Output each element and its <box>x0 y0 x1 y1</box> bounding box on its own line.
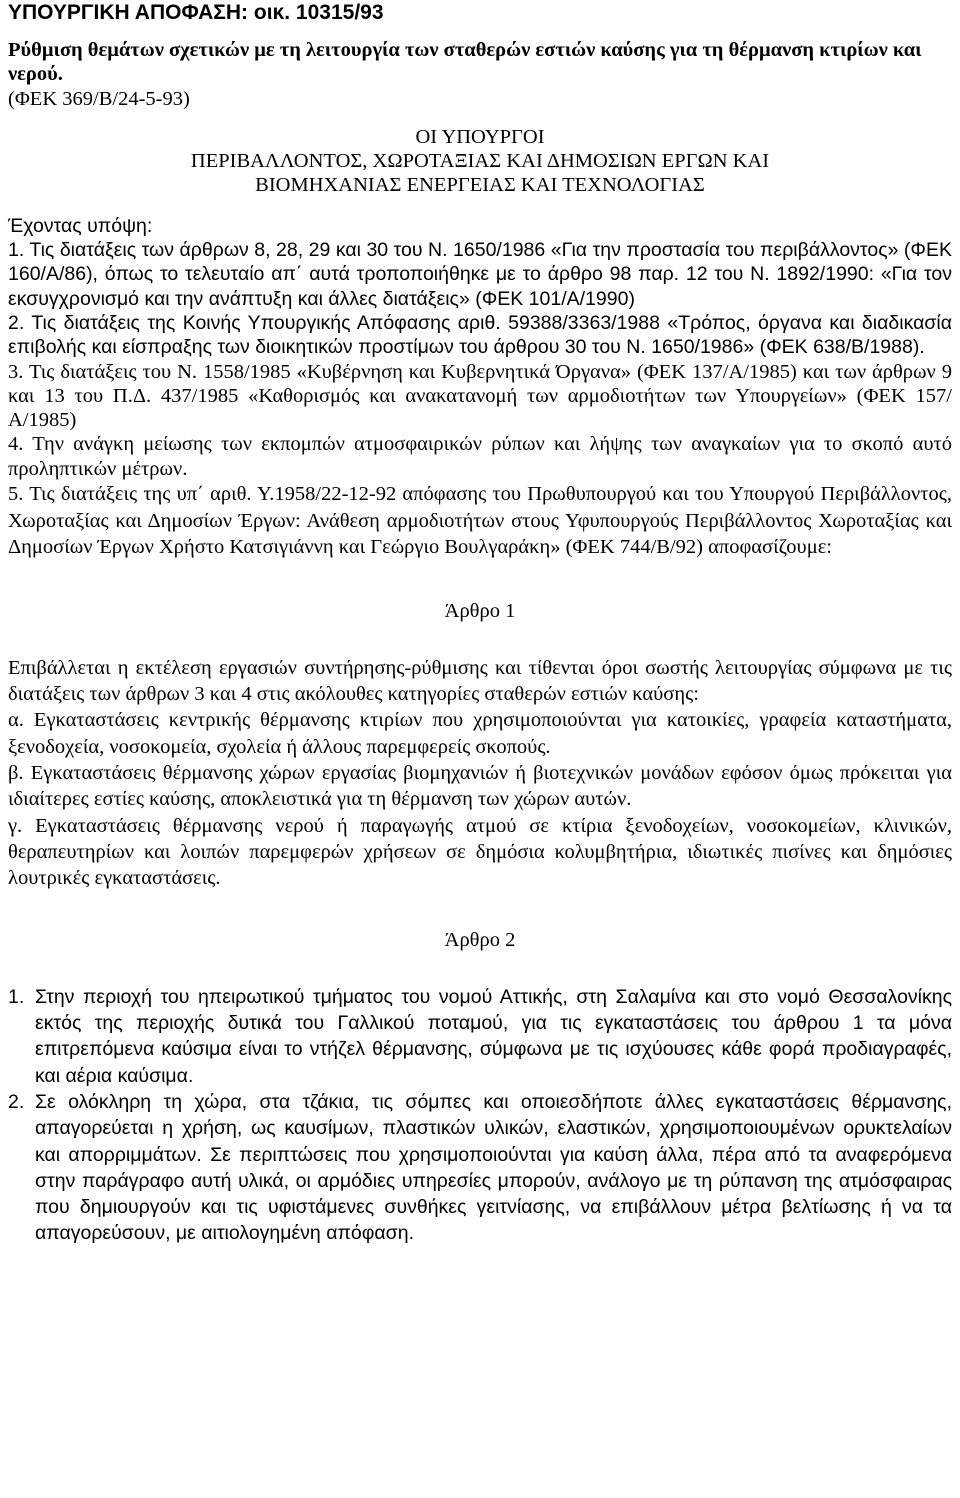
ministers-line-2: ΠΕΡΙΒΑΛΛΟΝΤΟΣ, ΧΩΡΟΤΑΞΙΑΣ ΚΑΙ ΔΗΜΟΣΙΩΝ ΕΡΓΩΝ ΚΑΙ <box>190 150 770 173</box>
ministers-line-3: ΒΙΟΜΗΧΑΝΙΑΣ ΕΝΕΡΓΕΙΑΣ ΚΑΙ ΤΕΧΝΟΛΟΓΙΑΣ <box>255 174 705 197</box>
considering-item-4: 4. Την ανάγκη μείωσης των εκπομπών ατμοσφαιρικών ρύπων και λήψης των αναγκαίων για το σκοπό αυτό προληπτικών μέτρων. <box>8 433 952 480</box>
article-1-item-c: γ. Εγκαταστάσεις θέρμανσης νερού ή παραγωγής ατμού σε κτίρια ξενοδοχείων, νοσοκομείων, κλινικών, θεραπευτηρίων και λοιπών παρεμφερών χρήσεων σε δημόσια κολυμβητήρια, ιδιωτικές πισίνες και δημόσιες λουτρικές εγκαταστάσεις. <box>8 814 952 890</box>
considering-item-5: 5. Τις διατάξεις της υπ΄ αριθ. Υ.1958/22-12-92 απόφασης του Πρωθυπουργού και του Υπουργού Περιβάλλοντος, Χωροταξίας και Δημοσίων Έργων: Ανάθεση αρμοδιοτήτων στους Υφυπουργούς Περιβάλλοντος Χωροταξίας και Δημοσίων Έργων Χρήστο Κατσιγιάννη και Γεώργιο Βουλγαράκη» (ΦΕΚ 744/Β/92) αποφασίζουμε: <box>8 483 952 559</box>
article-1-body <box>8 655 952 892</box>
considering-section-serif <box>8 360 952 561</box>
article-2-item-1 <box>8 984 952 1089</box>
document-page <box>8 0 952 1247</box>
article-2-body <box>8 984 952 1247</box>
considering-item-2: 2. Τις διατάξεις της Κοινής Υπουργικής Απόφασης αριθ. 59388/3363/1988 «Τρόπος, όργανα και διαδικασία επιβολής και είσπραξης των διοικητικών προστίμων του άρθρου 30 του Ν. 1650/1986» (ΦΕΚ 638/Β/1988). <box>8 311 952 359</box>
article-2-item-1-number: 1. <box>8 985 25 1008</box>
considering-item-3: 3. Τις διατάξεις του Ν. 1558/1985 «Κυβέρνηση και Κυβερνητικά Όργανα» (ΦΕΚ 137/Α/1985) και των άρθρων 9 και 13 του Π.Δ. 437/1985 «Καθορισμός και ανακατανομή των αρμοδιοτήτων των Υπουργείων» (ΦΕΚ 157/Α/1985) <box>8 360 952 432</box>
ministers-block <box>8 125 952 198</box>
article-2-item-2-number: 2. <box>8 1091 25 1113</box>
article-2-item-2 <box>8 1089 952 1247</box>
article-1-item-a: α. Εγκαταστάσεις κεντρικής θέρμανσης κτιρίων που χρησιμοποιούνται για κατοικίες, γραφεία καταστήματα, ξενοδοχεία, νοσοκομεία, σχολεία ή άλλους παρεμφερείς σκοπούς. <box>8 709 952 758</box>
article-1-item-b: β. Εγκαταστάσεις θέρμανσης χώρων εργασίας βιομηχανιών ή βιοτεχνικών μονάδων εφόσον όμως πρόκειται για ιδιαίτερες εστίες καύσης, αποκλειστικά για τη θέρμανση των χώρων αυτών. <box>8 762 952 811</box>
article-2-title: Άρθρο 2 <box>444 928 516 951</box>
considering-label: Έχοντας υπόψη: <box>8 214 153 237</box>
article-2-item-1-text: Στην περιοχή του ηπειρωτικού τμήματος του νομού Αττικής, στη Σαλαμίνα και στο νομό Θεσσαλονίκης εκτός της περιοχής δυτικά του Γαλλικού ποταμού, για τις εγκαταστάσεις του άρθρου 1 τα μόνα επιτρεπόμενα καύσιμα είναι το ντήζελ θέρμανσης, σύμφωνα με τις ισχύουσες κάθε φορά προδιαγραφές, και αέρια καύσιμα. <box>35 985 952 1087</box>
decision-subject: Ρύθμιση θεμάτων σχετικών με τη λειτουργία των σταθερών εστιών καύσης για τη θέρμανση κτιρίων και νερού. <box>8 39 922 86</box>
ministers-line-1: ΟΙ ΥΠΟΥΡΓΟΙ <box>415 125 545 148</box>
article-1-title: Άρθρο 1 <box>444 599 516 622</box>
article-1-intro: Επιβάλλεται η εκτέλεση εργασιών συντήρησης-ρύθμισης και τίθενται όροι σωστής λειτουργίας σύμφωνα με τις διατάξεις των άρθρων 3 και 4 στις ακόλουθες κατηγορίες σταθερών εστιών καύσης: <box>8 656 952 706</box>
article-2-item-2-text: Σε ολόκληρη τη χώρα, στα τζάκια, τις σόμπες και οποιεσδήποτε άλλες εγκαταστάσεις θέρμανσης, απαγορεύεται η χρήση, ως καυσίμων, πλαστικών υλικών, ελαστικών, χρησιμοποιουμένων ορυκτελαίων και απορριμμάτων. Σε περιπτώσεις που χρησιμοποιούνται για καύση άλλα, πέρα από τα αναφερόμενα στην παράγραφο αυτή υλικά, οι αρμόδιες υπηρεσίες μπορούν, ανάλογο με τη ρύπανση της ατμόσφαιρας που δημιουργούν και τις υφιστάμενες συνθήκες γειτνίασης, να επιβάλλουν μέτρα βελτίωσης ή να τα απαγορεύσουν, με αιτιολογημένη απόφαση. <box>35 1091 952 1245</box>
considering-section <box>8 214 952 360</box>
gazette-reference: (ΦΕΚ 369/Β/24-5-93) <box>8 87 190 110</box>
decision-title: ΥΠΟΥΡΓΙΚΗ ΑΠΟΦΑΣΗ: οικ. 10315/93 <box>8 1 384 24</box>
considering-item-1: 1. Τις διατάξεις των άρθρων 8, 28, 29 και 30 του Ν. 1650/1986 «Για την προστασία του περιβάλλοντος» (ΦΕΚ 160/Α/86), όπως το τελευταίο απ΄ αυτά τροποποιήθηκε με το άρθρο 98 παρ. 12 του Ν. 1892/1990: «Για τον εκσυγχρονισμό και την ανάπτυξη και άλλες διατάξεις» (ΦΕΚ 101/Α/1990) <box>8 239 952 310</box>
